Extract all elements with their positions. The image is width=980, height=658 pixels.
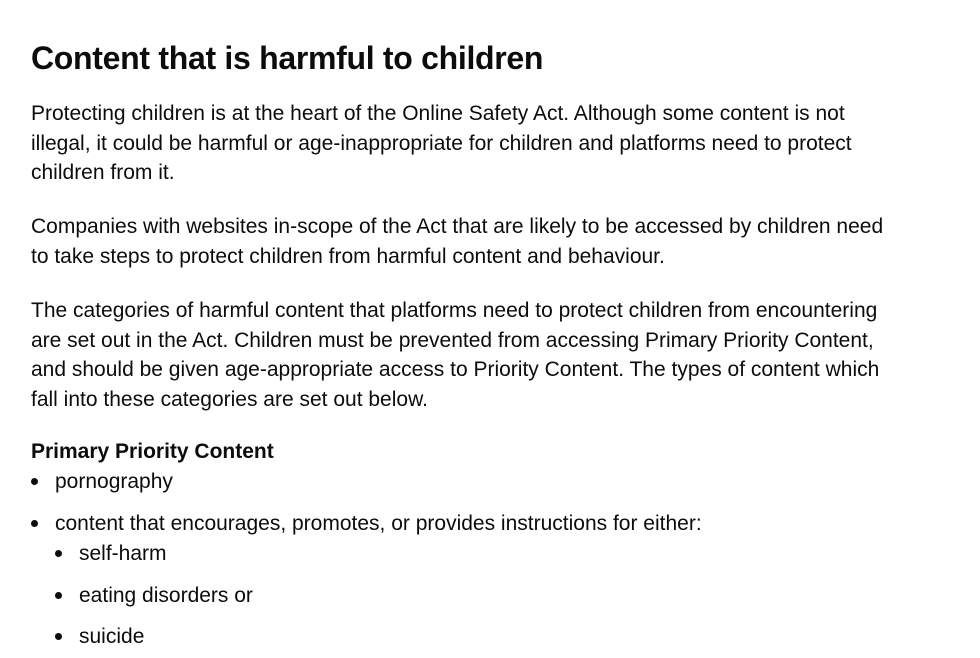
nested-list-item bbox=[79, 539, 167, 569]
nested-list-item bbox=[79, 622, 144, 652]
page-heading: Content that is harmful to children bbox=[31, 40, 544, 76]
bullet-icon bbox=[31, 520, 38, 527]
list-item bbox=[55, 509, 702, 539]
bullet-icon bbox=[31, 478, 38, 485]
nested-list-item-text: self-harm bbox=[79, 542, 167, 565]
paragraph-categories: The categories of harmful content that platforms need to protect children from encountering are set out in the Act. Children must be prevented from accessing Primary Priority Content, and should be given age-appropriate access to Priority Content. The types of content which fall into these categories are set out below. bbox=[31, 299, 880, 411]
subheading-primary-priority: Primary Priority Content bbox=[31, 440, 274, 463]
bullet-icon bbox=[55, 550, 62, 557]
list-item bbox=[55, 467, 173, 497]
bullet-icon bbox=[55, 633, 62, 640]
list-item-text: content that encourages, promotes, or provides instructions for either: bbox=[55, 512, 702, 535]
bullet-icon bbox=[55, 592, 62, 599]
nested-list-item-text: eating disorders or bbox=[79, 584, 253, 607]
list-item-text: pornography bbox=[55, 470, 173, 493]
nested-list-item bbox=[79, 581, 253, 611]
nested-list-item-text: suicide bbox=[79, 625, 145, 648]
paragraph-intro: Protecting children is at the heart of the Online Safety Act. Although some content is not illegal, it could be harmful or age-inappropriate for children and platforms need to protect children from it. bbox=[31, 102, 852, 185]
paragraph-companies: Companies with websites in-scope of the Act that are likely to be accessed by children need to take steps to protect children from harmful content and behaviour. bbox=[31, 215, 884, 268]
